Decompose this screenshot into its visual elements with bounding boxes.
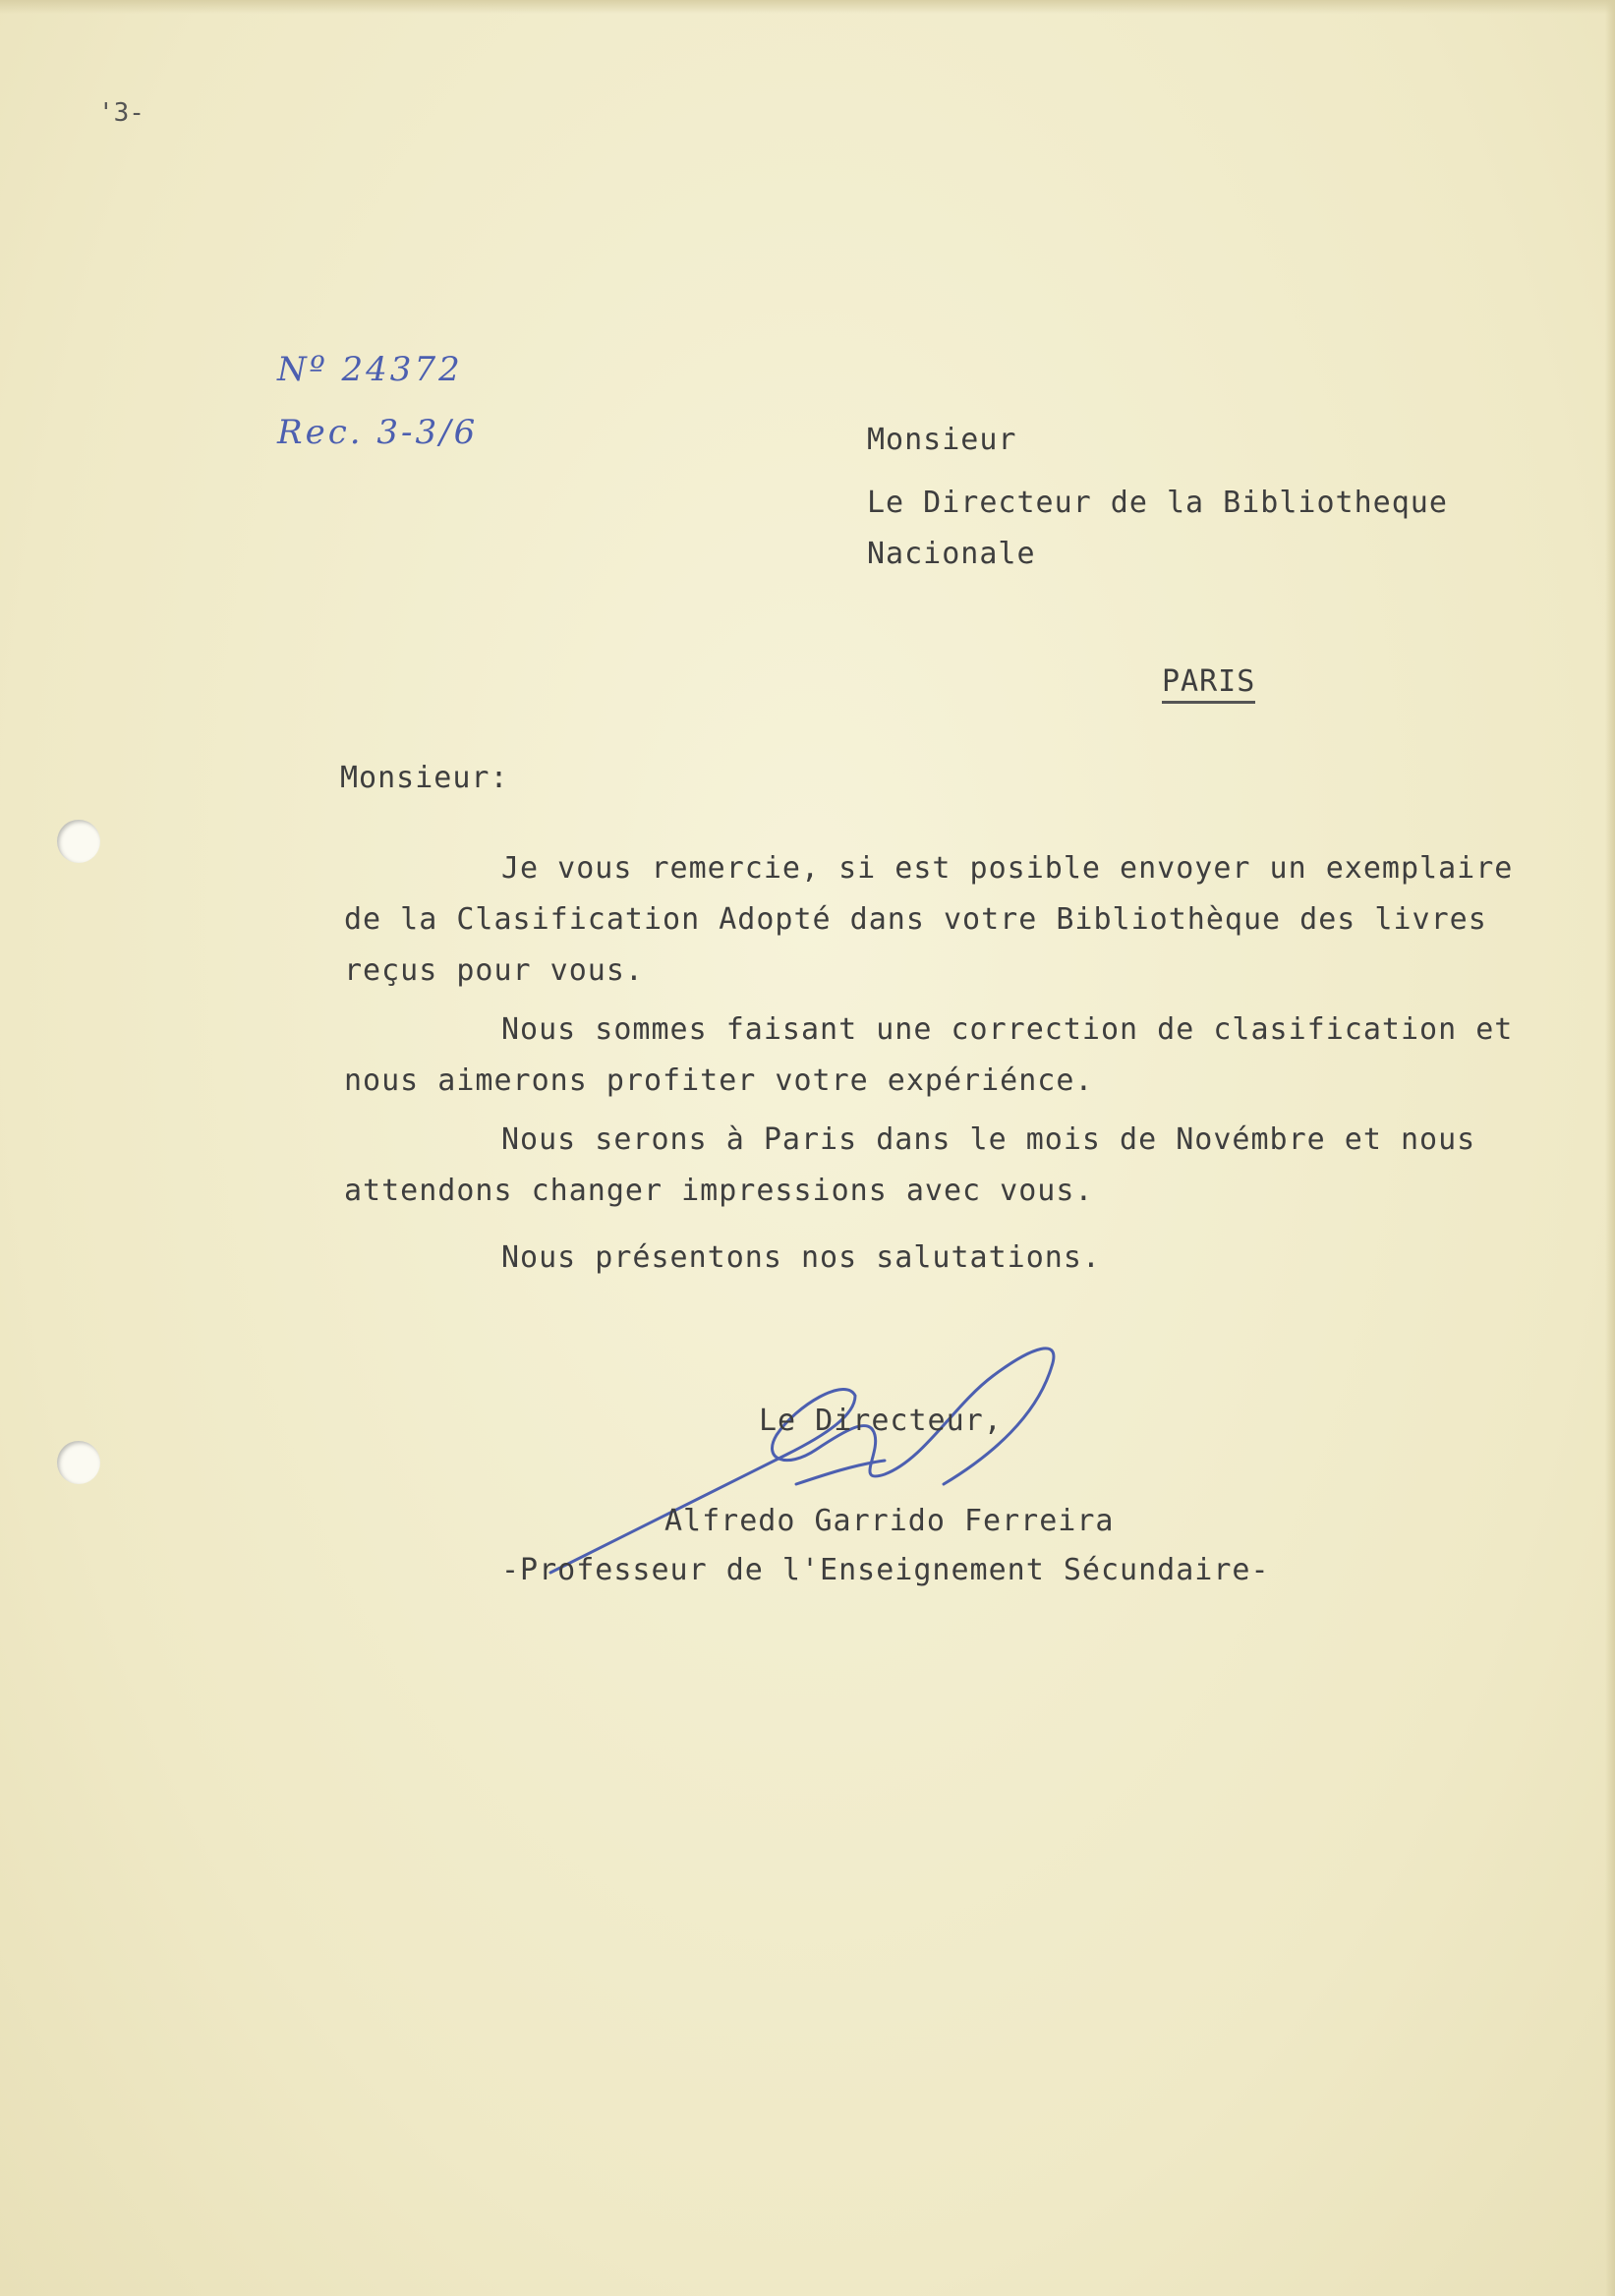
paragraph-3-line-2: attendons changer impressions avec vous. xyxy=(344,1174,1094,1208)
letter-opening: Monsieur: xyxy=(340,761,509,795)
paper-edge-right xyxy=(1605,0,1615,2296)
recipient-salutation: Monsieur xyxy=(867,423,1017,457)
handwritten-reference: Rec. 3-3/6 xyxy=(277,413,479,452)
punch-hole-top xyxy=(57,820,100,863)
paper-edge-top xyxy=(0,0,1615,14)
paragraph-3-line-1: Nous serons à Paris dans le mois de Novémbre et nous xyxy=(501,1122,1476,1157)
handwritten-number: Nº 24372 xyxy=(277,350,463,389)
signature-closing: Le Directeur, xyxy=(759,1404,1003,1438)
recipient-line-2: Nacionale xyxy=(867,537,1036,571)
corner-mark: '3- xyxy=(98,98,144,128)
signer-name: Alfredo Garrido Ferreira xyxy=(664,1504,1115,1538)
recipient-line-1: Le Directeur de la Bibliotheque xyxy=(867,486,1448,520)
paragraph-1-line-3: reçus pour vous. xyxy=(344,953,644,988)
paragraph-2-line-1: Nous sommes faisant une correction de clasification et xyxy=(501,1012,1514,1047)
paragraph-1-line-1: Je vous remercie, si est posible envoyer un exemplaire xyxy=(501,851,1514,886)
punch-hole-bottom xyxy=(57,1441,100,1484)
recipient-city: PARIS xyxy=(1162,664,1255,704)
paragraph-1-line-2: de la Clasification Adopté dans votre Bibliothèque des livres xyxy=(344,902,1487,937)
signer-title: -Professeur de l'Enseignement Sécundaire- xyxy=(501,1553,1270,1587)
paragraph-4: Nous présentons nos salutations. xyxy=(501,1240,1101,1275)
paragraph-2-line-2: nous aimerons profiter votre expériénce. xyxy=(344,1063,1094,1098)
